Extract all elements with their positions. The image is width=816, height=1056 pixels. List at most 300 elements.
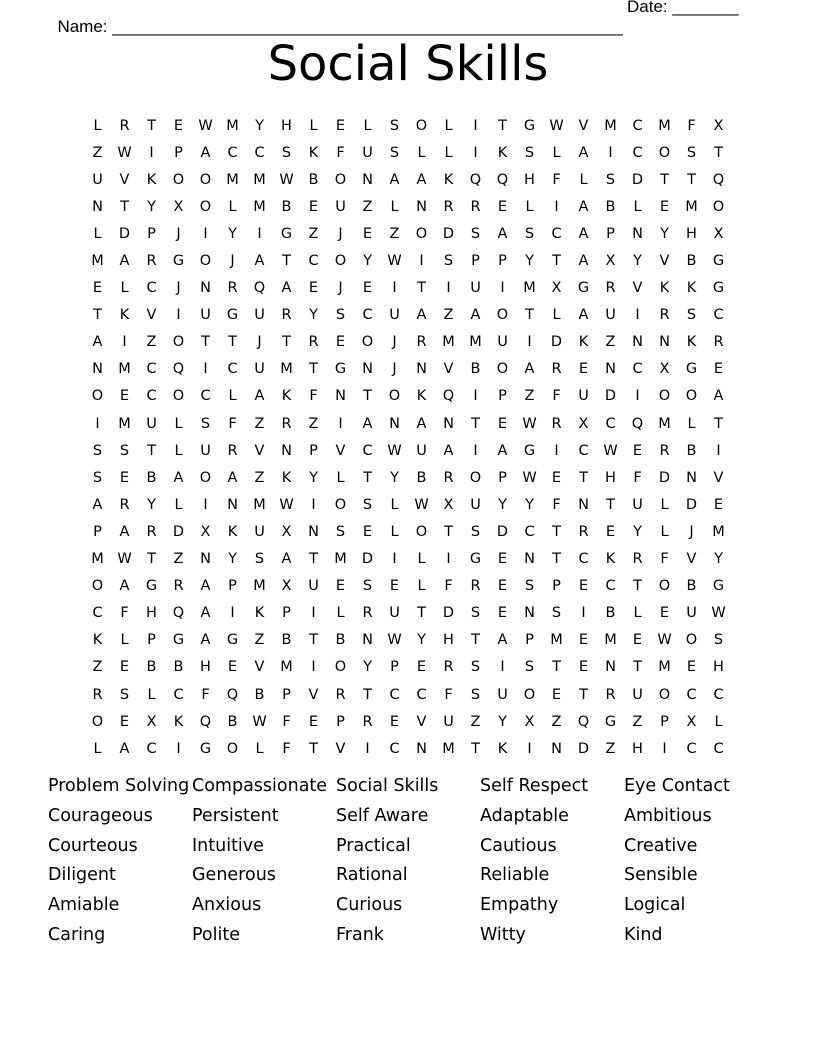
grid-letter: S [551,605,562,622]
grid-letter: S [524,659,535,676]
grid-letter: L [633,198,642,215]
grid-letter: E [605,523,616,540]
grid-letter: G [199,740,212,757]
grid-letter: T [309,740,318,757]
grid-letter: A [227,469,238,486]
grid-letter: E [578,659,589,676]
grid-letter: T [660,171,669,188]
grid-letter: F [687,117,696,134]
grid-letter: U [389,605,400,622]
grid-letter: L [120,632,129,649]
grid-letter: B [281,632,292,649]
grid-letter: I [176,740,181,757]
grid-letter: F [660,551,669,568]
grid-letter: S [92,442,103,459]
grid-letter: R [632,551,643,568]
grid-letter: L [255,740,264,757]
grid-letter: I [365,740,370,757]
grid-letter: O [172,388,185,405]
grid-letter: U [200,307,211,324]
grid-letter: E [362,225,373,242]
grid-letter: L [390,496,399,513]
grid-letter: G [280,225,293,242]
grid-letter: H [605,469,616,486]
grid-letter: O [334,171,347,188]
grid-letter: L [174,442,183,459]
grid-letter: R [92,686,103,703]
grid-letter: M [604,632,617,649]
grid-letter: O [415,523,428,540]
grid-letter: D [604,388,617,405]
grid-letter: C [632,117,643,134]
grid-letter: Y [228,551,237,568]
grid-letter: H [524,171,535,188]
grid-letter: G [523,117,536,134]
grid-letter: Y [633,253,642,270]
grid-letter: E [578,578,589,595]
grid-letter: M [685,198,698,215]
grid-letter: R [659,442,670,459]
grid-letter: T [120,198,129,215]
grid-letter: G [226,307,239,324]
grid-letter: E [497,551,508,568]
grid-letter: L [444,117,453,134]
grid-letter: V [659,253,670,270]
grid-letter: N [524,551,535,568]
grid-letter: G [577,280,590,297]
grid-letter: F [309,388,318,405]
grid-letter: Y [309,469,318,486]
grid-letter: K [686,334,697,351]
grid-letter: S [470,659,481,676]
grid-letter: E [335,578,346,595]
word-list-item: Caring [48,924,106,945]
grid-letter: S [119,686,130,703]
grid-letter: T [714,415,723,432]
grid-letter: L [687,415,696,432]
grid-letter: S [686,144,697,161]
grid-letter: X [713,117,724,134]
grid-letter: C [578,442,589,459]
grid-letter: I [635,388,640,405]
word-list-item: Cautious [480,835,557,856]
grid-letter: A [119,523,130,540]
grid-letter: P [147,632,156,649]
grid-letter: N [308,523,319,540]
grid-letter: E [713,361,724,378]
word-list-item: Adaptable [480,805,569,826]
grid-letter: Y [228,225,237,242]
grid-letter: C [362,442,373,459]
grid-letter: T [552,523,561,540]
word-list-item: Rational [336,865,408,886]
grid-letter: L [552,144,561,161]
word-list-item: Eye Contact [624,776,730,796]
name-field: Name: ______________________________________________________ [57,17,623,36]
grid-letter: S [470,523,481,540]
grid-letter: R [362,605,373,622]
grid-letter: X [605,253,616,270]
grid-letter: C [632,144,643,161]
grid-letter: T [417,280,426,297]
grid-letter: P [93,523,102,540]
grid-letter: A [416,415,427,432]
grid-letter: I [203,225,208,242]
grid-letter: M [91,253,104,270]
word-list-item: Sensible [624,865,698,886]
grid-letter: Y [525,496,534,513]
grid-letter: E [308,713,319,730]
grid-letter: A [200,144,211,161]
page-title: Social Skills [267,36,549,92]
grid-letter: C [146,280,157,297]
grid-letter: E [497,578,508,595]
grid-letter: I [311,496,316,513]
grid-letter: L [93,740,102,757]
grid-letter: O [172,171,185,188]
grid-letter: K [119,307,130,324]
grid-letter: C [605,578,616,595]
grid-letter: P [660,713,669,730]
grid-letter: E [713,496,724,513]
grid-letter: M [253,171,266,188]
grid-letter: L [660,523,669,540]
grid-letter: S [362,578,373,595]
grid-letter: E [362,280,373,297]
grid-letter: S [281,144,292,161]
grid-letter: L [147,686,156,703]
grid-letter: G [145,578,158,595]
grid-letter: W [198,117,213,134]
grid-letter: A [200,632,211,649]
grid-letter: E [119,713,130,730]
grid-letter: U [497,334,508,351]
grid-letter: T [93,307,102,324]
grid-letter: M [253,198,266,215]
grid-letter: R [713,334,724,351]
grid-letter: Z [92,144,103,161]
grid-letter: R [605,686,616,703]
grid-letter: N [605,361,616,378]
grid-letter: S [524,578,535,595]
grid-letter: M [334,551,347,568]
grid-letter: A [281,551,292,568]
grid-letter: N [281,442,292,459]
grid-letter: P [552,578,561,595]
grid-letter: Q [577,713,590,730]
grid-letter: O [685,632,698,649]
grid-letter: E [632,632,643,649]
grid-letter: B [227,713,238,730]
grid-letter: C [362,307,373,324]
grid-letter: O [199,253,212,270]
grid-letter: I [473,117,478,134]
grid-letter: Y [255,117,264,134]
grid-letter: E [578,361,589,378]
grid-letter: L [417,144,426,161]
grid-letter: C [578,551,589,568]
grid-letter: U [578,388,589,405]
grid-letter: K [443,171,454,188]
grid-letter: Z [254,632,265,649]
word-list-item: Persistent [192,805,279,826]
grid-letter: T [471,415,480,432]
grid-letter: M [280,659,293,676]
grid-letter: C [551,225,562,242]
grid-letter: U [632,496,643,513]
grid-letter: L [228,198,237,215]
grid-letter: W [117,551,132,568]
grid-letter: G [604,713,617,730]
grid-letter: T [714,144,723,161]
letter-grid [84,112,732,762]
grid-letter: P [336,713,345,730]
grid-letter: Y [147,198,156,215]
grid-letter: N [416,361,427,378]
grid-letter: R [362,713,373,730]
grid-letter: K [686,280,697,297]
grid-letter: S [389,144,400,161]
grid-letter: I [500,280,505,297]
grid-letter: R [281,415,292,432]
grid-letter: I [473,144,478,161]
grid-letter: S [524,225,535,242]
grid-letter: T [579,686,588,703]
grid-letter: H [200,659,211,676]
grid-letter: P [390,659,399,676]
grid-letter: B [605,198,616,215]
grid-letter: B [146,469,157,486]
grid-letter: T [552,659,561,676]
grid-letter: T [147,117,156,134]
grid-letter: S [713,632,724,649]
grid-letter: E [119,388,130,405]
grid-letter: C [713,307,724,324]
grid-letter: A [92,334,103,351]
grid-letter: H [632,740,643,757]
grid-letter: S [605,171,616,188]
grid-letter: L [390,198,399,215]
grid-letter: A [119,740,130,757]
grid-letter: C [713,740,724,757]
grid-letter: B [173,659,184,676]
grid-letter: P [282,686,291,703]
grid-letter: A [497,442,508,459]
grid-letter: X [443,496,454,513]
grid-letter: N [92,361,103,378]
grid-letter: A [281,280,292,297]
grid-letter: Z [92,659,103,676]
grid-letter: A [578,144,589,161]
grid-letter: U [92,171,103,188]
grid-letter: Y [714,551,723,568]
grid-letter: O [334,496,347,513]
word-list-item: Amiable [48,895,120,916]
grid-letter: C [227,361,238,378]
grid-letter: V [713,469,724,486]
word-list-item: Creative [624,835,698,856]
grid-letter: L [120,280,129,297]
grid-letter: N [362,361,373,378]
grid-letter: W [279,496,294,513]
grid-letter: I [473,388,478,405]
grid-letter: I [608,144,613,161]
grid-letter: B [470,361,481,378]
grid-letter: A [254,253,265,270]
grid-letter: K [416,388,427,405]
grid-letter: J [392,334,397,351]
grid-letter: N [686,469,697,486]
grid-letter: X [578,415,589,432]
grid-letter: L [336,469,345,486]
grid-letter: N [632,225,643,242]
grid-letter: I [635,307,640,324]
grid-letter: I [473,442,478,459]
grid-letter: V [416,713,427,730]
grid-letter: W [252,713,267,730]
grid-letter: G [712,578,725,595]
grid-letter: Z [389,225,400,242]
grid-letter: P [282,605,291,622]
grid-letter: Q [631,415,644,432]
grid-letter: R [443,198,454,215]
word-list-item: Kind [624,924,663,945]
grid-letter: N [551,740,562,757]
grid-letter: O [199,171,212,188]
grid-letter: F [552,496,561,513]
grid-letter: S [92,469,103,486]
grid-letter: K [92,632,103,649]
grid-letter: D [361,551,374,568]
grid-letter: A [497,225,508,242]
grid-letter: R [551,361,562,378]
grid-letter: T [471,632,480,649]
grid-letter: P [228,578,237,595]
grid-letter: R [335,686,346,703]
grid-letter: U [416,442,427,459]
grid-letter: A [416,171,427,188]
word-list-item: Ambitious [624,805,712,826]
grid-letter: L [633,605,642,622]
grid-letter: T [309,361,318,378]
grid-letter: J [338,280,343,297]
grid-letter: E [659,198,670,215]
grid-letter: Z [254,469,265,486]
grid-letter: L [579,171,588,188]
grid-letter: A [200,605,211,622]
grid-letter: L [174,415,183,432]
word-list-item: Generous [192,865,276,886]
grid-letter: E [92,280,103,297]
grid-letter: E [659,605,670,622]
grid-letter: E [227,659,238,676]
grid-letter: R [659,307,670,324]
word-list [48,776,768,955]
grid-letter: V [119,171,130,188]
grid-letter: T [498,117,507,134]
grid-letter: A [362,415,373,432]
grid-letter: E [362,523,373,540]
grid-letter: R [119,117,130,134]
grid-letter: B [254,686,265,703]
grid-letter: U [497,686,508,703]
grid-letter: I [176,307,181,324]
grid-letter: X [659,361,670,378]
grid-letter: C [146,740,157,757]
grid-letter: X [200,523,211,540]
grid-letter: I [311,605,316,622]
grid-letter: D [658,469,671,486]
grid-letter: S [362,496,373,513]
grid-letter: Z [551,713,562,730]
grid-letter: O [226,740,239,757]
grid-letter: P [498,253,507,270]
grid-letter: F [201,686,210,703]
grid-letter: I [554,442,559,459]
grid-letter: S [335,523,346,540]
grid-letter: M [118,361,131,378]
grid-letter: L [390,523,399,540]
grid-letter: G [172,632,185,649]
grid-letter: I [662,740,667,757]
grid-letter: R [416,334,427,351]
grid-letter: X [281,578,292,595]
grid-letter: I [95,415,100,432]
grid-letter: E [497,198,508,215]
grid-letter: Z [470,713,481,730]
grid-letter: L [93,225,102,242]
grid-letter: N [389,415,400,432]
grid-letter: V [335,442,346,459]
grid-letter: C [227,144,238,161]
grid-letter: T [444,523,453,540]
grid-letter: A [578,253,589,270]
grid-letter: L [417,578,426,595]
word-list-item: Intuitive [192,835,264,856]
grid-letter: D [496,523,509,540]
grid-letter: C [713,686,724,703]
grid-letter: G [712,253,725,270]
grid-letter: R [605,280,616,297]
grid-letter: A [92,496,103,513]
grid-letter: X [524,713,535,730]
grid-letter: E [497,415,508,432]
grid-letter: S [254,551,265,568]
grid-letter: J [392,361,397,378]
grid-letter: I [203,496,208,513]
grid-letter: F [552,388,561,405]
grid-letter: Z [308,415,319,432]
grid-letter: A [578,307,589,324]
grid-letter: Z [632,713,643,730]
grid-letter: A [497,632,508,649]
grid-letter: T [309,551,318,568]
grid-letter: O [388,388,401,405]
grid-letter: M [118,415,131,432]
grid-letter: H [146,605,157,622]
grid-letter: L [552,307,561,324]
grid-letter: S [119,442,130,459]
grid-letter: Y [498,496,507,513]
grid-letter: T [687,171,696,188]
word-list-item: Witty [480,924,526,945]
grid-letter: R [551,415,562,432]
word-list-item: Curious [336,895,403,916]
word-list-item: Diligent [48,865,116,886]
grid-letter: U [308,578,319,595]
grid-letter: E [119,659,130,676]
grid-letter: Z [443,307,454,324]
